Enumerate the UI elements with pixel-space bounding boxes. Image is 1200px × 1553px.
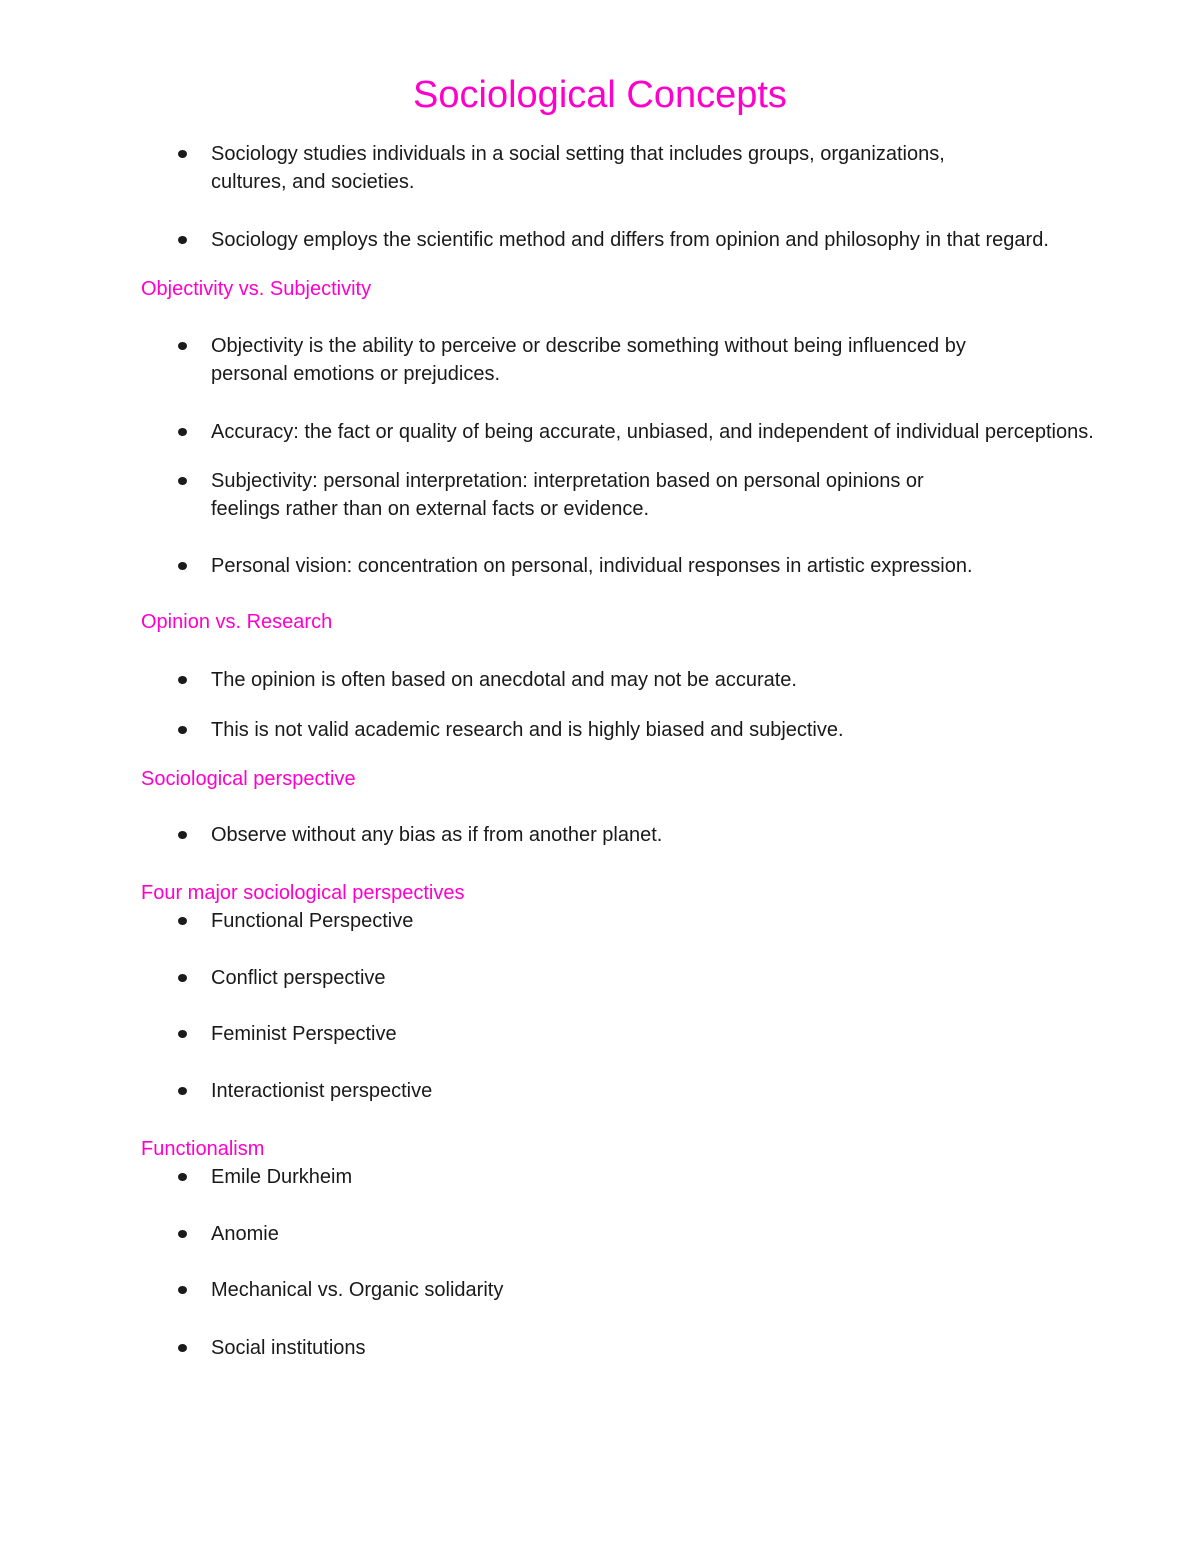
bullet-icon — [178, 1087, 187, 1095]
list-item-text: Functional Perspective — [211, 910, 414, 932]
list-item — [141, 1163, 1191, 1191]
bullet-icon — [178, 726, 187, 734]
list-item-text: This is not valid academic research and is highly biased and subjective. — [211, 719, 844, 741]
section-heading: Objectivity vs. Subjectivity — [141, 278, 372, 300]
list-item — [141, 418, 1191, 446]
bullet-icon — [178, 150, 187, 158]
list-item-text: Accuracy: the fact or quality of being accurate, unbiased, and independent of individual perceptions. — [211, 421, 1094, 443]
document-title: Sociological Concepts — [413, 74, 787, 116]
list-item-text: Personal vision: concentration on personal, individual responses in artistic expression. — [211, 555, 973, 577]
bullet-icon — [178, 428, 187, 436]
bullet-icon — [178, 676, 187, 684]
list-item — [141, 1020, 1191, 1048]
list-item — [141, 1276, 1191, 1304]
list-item — [141, 467, 1191, 523]
list-item-text: Subjectivity: personal interpretation: interpretation based on personal opinions or feelings rather than on external facts or evidence. — [211, 470, 924, 520]
bullet-icon — [178, 974, 187, 982]
section-heading: Four major sociological perspectives — [141, 882, 465, 904]
bullet-icon — [178, 342, 187, 350]
bullet-icon — [178, 917, 187, 925]
bullet-icon — [178, 1173, 187, 1181]
list-item-text: Anomie — [211, 1223, 279, 1245]
list-item — [141, 1334, 1191, 1362]
list-item-text: Sociology employs the scientific method and differs from opinion and philosophy in that regard. — [211, 229, 1049, 251]
list-item — [141, 226, 1191, 254]
list-item-text: Conflict perspective — [211, 967, 386, 989]
bullet-icon — [178, 831, 187, 839]
bullet-icon — [178, 477, 187, 485]
list-item — [141, 552, 1191, 580]
bullet-icon — [178, 1286, 187, 1294]
list-item-text: Observe without any bias as if from another planet. — [211, 824, 663, 846]
bullet-icon — [178, 1030, 187, 1038]
list-item — [141, 716, 1191, 744]
section-heading: Sociological perspective — [141, 768, 356, 790]
list-item — [141, 821, 1191, 849]
list-item-text: Feminist Perspective — [211, 1023, 397, 1045]
list-item-text: Sociology studies individuals in a social setting that includes groups, organizations, cultures, and societies. — [211, 143, 945, 193]
list-item-text: Emile Durkheim — [211, 1166, 353, 1188]
list-item-text: Interactionist perspective — [211, 1080, 433, 1102]
list-item — [141, 964, 1191, 992]
bullet-icon — [178, 1344, 187, 1352]
bullet-icon — [178, 1230, 187, 1238]
list-item — [141, 907, 1191, 935]
list-item-text: Mechanical vs. Organic solidarity — [211, 1279, 504, 1301]
bullet-icon — [178, 236, 187, 244]
bullet-icon — [178, 562, 187, 570]
section-heading: Functionalism — [141, 1138, 265, 1160]
list-item — [141, 140, 1191, 196]
list-item — [141, 666, 1191, 694]
list-item — [141, 332, 1191, 388]
list-item-text: Objectivity is the ability to perceive or describe something without being influenced by personal emotions or prejudices. — [211, 335, 966, 385]
list-item-text: The opinion is often based on anecdotal and may not be accurate. — [211, 669, 797, 691]
section-heading: Opinion vs. Research — [141, 611, 333, 633]
list-item — [141, 1077, 1191, 1105]
list-item-text: Social institutions — [211, 1337, 366, 1359]
list-item — [141, 1220, 1191, 1248]
